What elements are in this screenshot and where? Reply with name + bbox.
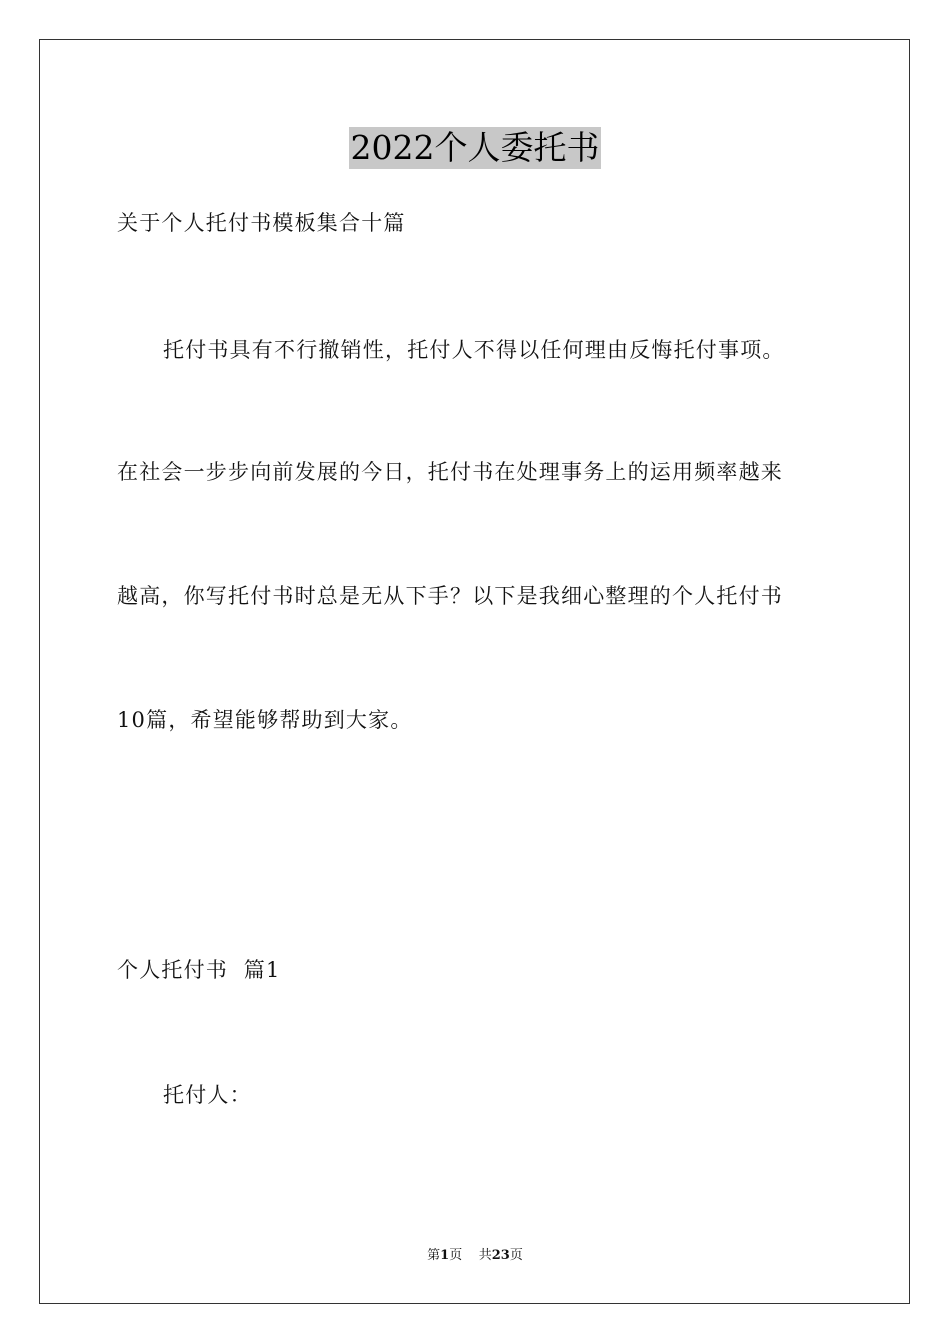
footer-page-suffix: 页 — [449, 1248, 463, 1263]
footer-total-pages: 23 — [491, 1248, 510, 1263]
document-title: 2022个人委托书 — [350, 128, 600, 167]
footer-total-suffix: 页 — [509, 1248, 523, 1263]
footer-page-number: 1 — [440, 1248, 450, 1263]
paragraph-line-2: 在社会一步步向前发展的今日，托付书在处理事务上的运用频率越来 — [117, 460, 783, 484]
field-label-principal: 托付人： — [163, 1083, 252, 1107]
document-subtitle: 关于个人托付书模板集合十篇 — [117, 211, 406, 235]
paragraph-line-1: 托付书具有不行撤销性，托付人不得以任何理由反悔托付事项。 — [163, 338, 785, 362]
footer-total-prefix: 共 — [478, 1248, 492, 1263]
paragraph-line-4: 10篇，希望能够帮助到大家。 — [117, 708, 413, 732]
page-footer — [0, 1247, 950, 1265]
section-heading: 个人托付书 篇1 — [117, 958, 281, 982]
title-container — [0, 127, 950, 169]
footer-page-prefix: 第 — [427, 1248, 441, 1263]
paragraph-line-3: 越高，你写托付书时总是无从下手？以下是我细心整理的个人托付书 — [117, 584, 783, 608]
